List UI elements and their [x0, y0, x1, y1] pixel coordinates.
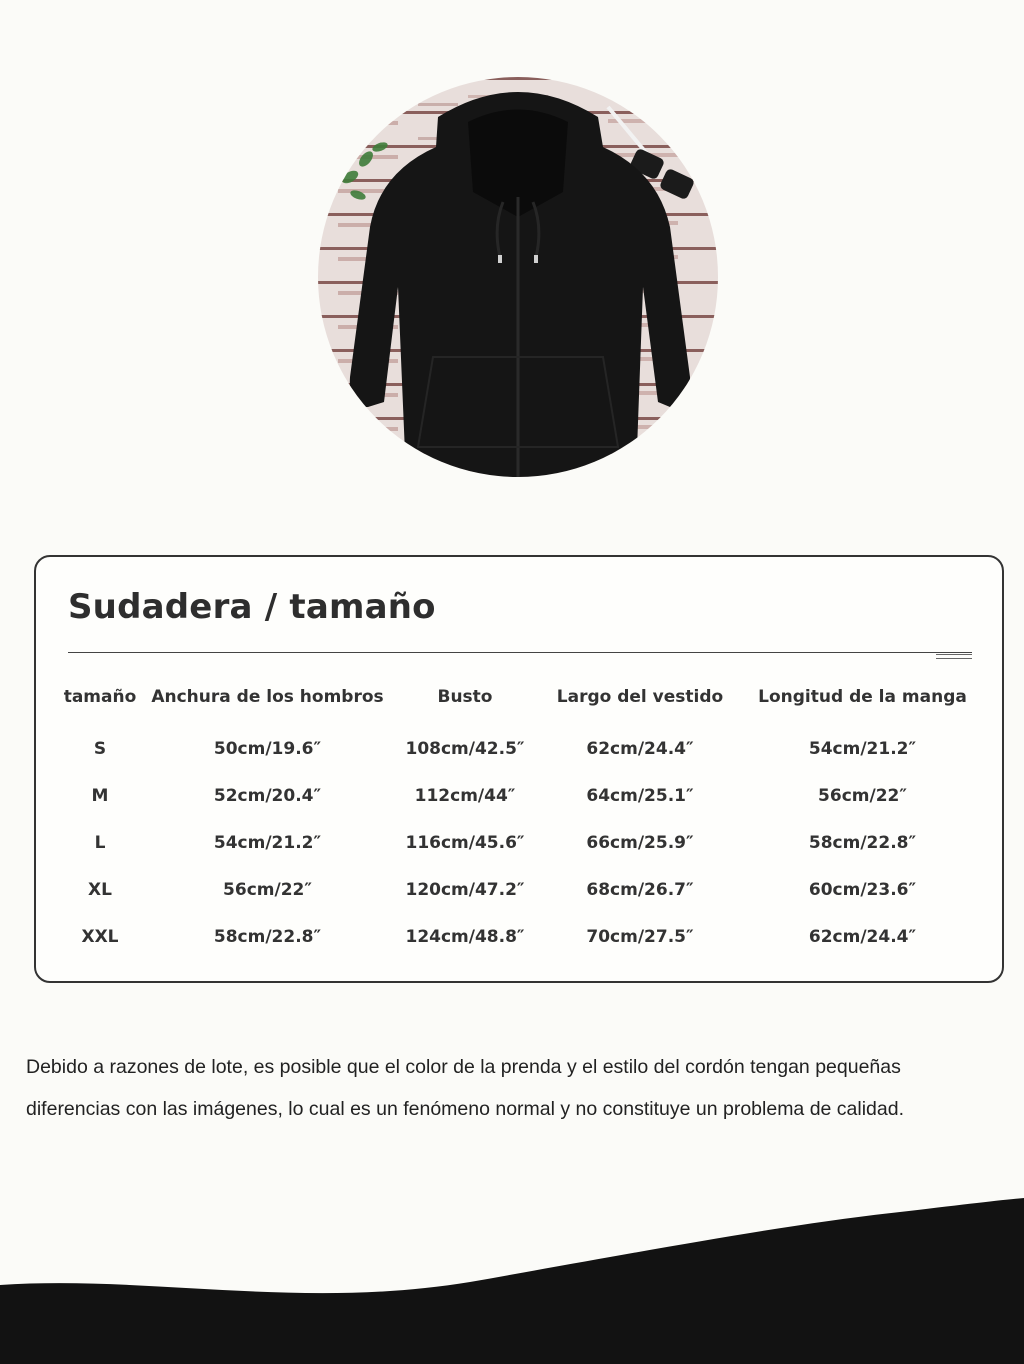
length-cell: 64cm/25.1″	[586, 785, 694, 806]
shoulder-cell: 56cm/22″	[223, 879, 312, 900]
sleeve-cell: 60cm/23.6″	[808, 879, 917, 900]
shoulder-cell: 52cm/20.4″	[213, 785, 322, 806]
size-table	[50, 673, 990, 960]
sleeve-cell: 54cm/21.2″	[808, 738, 917, 759]
shoulder-cell: 54cm/21.2″	[213, 832, 322, 853]
divider-decoration	[936, 658, 972, 659]
col-header-shoulder-width: Anchura de los hombros	[151, 687, 384, 707]
size-cell: XXL	[81, 926, 119, 947]
divider-decoration	[936, 654, 972, 655]
bust-cell: 124cm/48.8″	[405, 926, 525, 947]
bust-cell: 108cm/42.5″	[405, 738, 525, 759]
table-row	[50, 866, 990, 913]
table-row	[50, 819, 990, 866]
size-chart-card	[34, 555, 1004, 983]
col-header-bust: Busto	[437, 687, 493, 707]
length-cell: 70cm/27.5″	[586, 926, 694, 947]
col-header-size: tamaño	[63, 687, 137, 707]
disclaimer-line: Debido a razones de lote, es posible que el color de la prenda y el estilo del cordón tengan pequeñas	[26, 1056, 901, 1078]
size-cell: S	[93, 738, 107, 759]
table-row	[50, 721, 990, 772]
table-header-row	[50, 673, 990, 721]
bust-cell: 112cm/44″	[414, 785, 516, 806]
table-row	[50, 772, 990, 819]
col-header-length: Largo del vestido	[556, 687, 724, 707]
shoulder-cell: 50cm/19.6″	[213, 738, 322, 759]
bust-cell: 120cm/47.2″	[405, 879, 525, 900]
size-cell: XL	[88, 879, 112, 900]
size-chart-title: Sudadera / tamaño	[68, 587, 436, 627]
table-row	[50, 913, 990, 960]
disclaimer-note	[26, 1046, 1016, 1130]
disclaimer-line: diferencias con las imágenes, lo cual es un fenómeno normal y no constituye un problema de calidad.	[26, 1098, 905, 1120]
length-cell: 68cm/26.7″	[586, 879, 694, 900]
col-header-sleeve-length: Longitud de la manga	[758, 687, 967, 707]
shoulder-cell: 58cm/22.8″	[213, 926, 322, 947]
sleeve-cell: 62cm/24.4″	[808, 926, 917, 947]
bottom-wave-decoration	[0, 1190, 1024, 1364]
length-cell: 66cm/25.9″	[586, 832, 694, 853]
size-cell: M	[91, 785, 109, 806]
sleeve-cell: 56cm/22″	[818, 785, 907, 806]
title-divider	[68, 652, 972, 653]
bust-cell: 116cm/45.6″	[405, 832, 525, 853]
size-cell: L	[94, 832, 106, 853]
hoodie-photo-icon	[318, 77, 718, 477]
length-cell: 62cm/24.4″	[586, 738, 694, 759]
product-photo	[318, 77, 718, 477]
sleeve-cell: 58cm/22.8″	[808, 832, 917, 853]
